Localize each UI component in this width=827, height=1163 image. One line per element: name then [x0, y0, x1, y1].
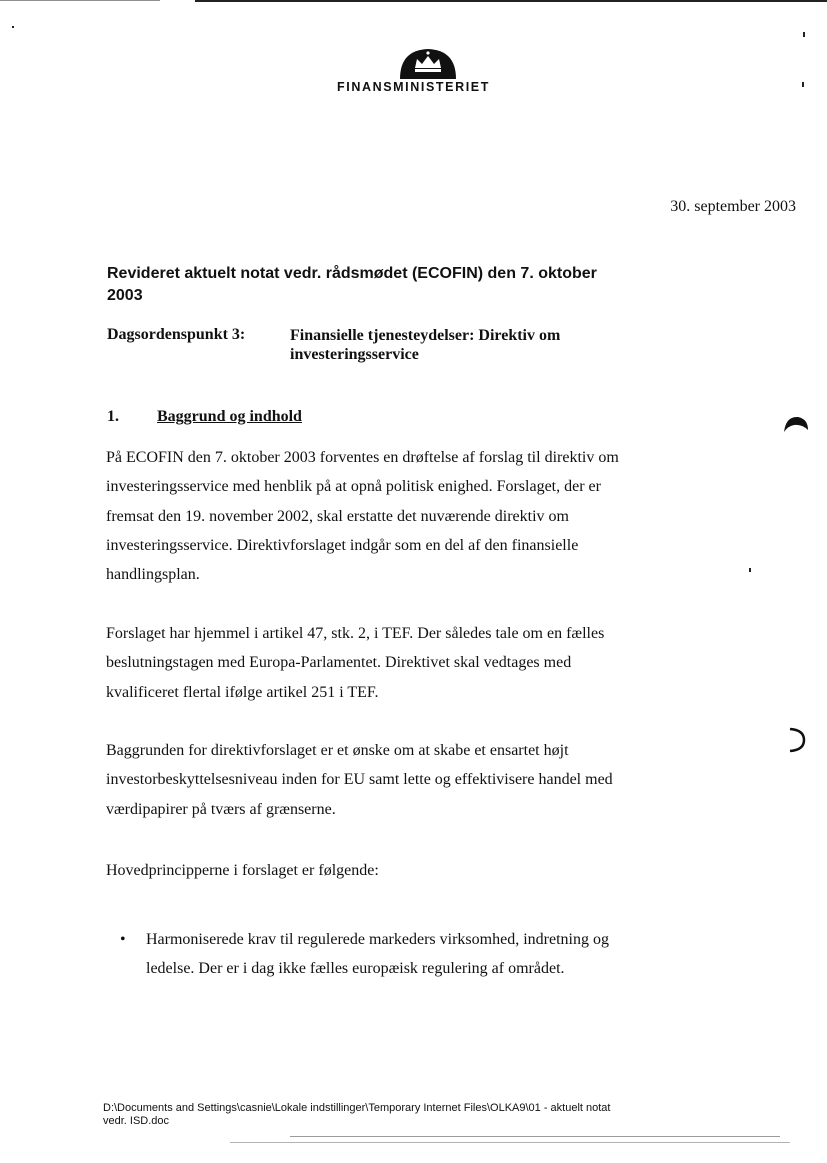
crown-icon	[398, 46, 458, 80]
file-path-footer: D:\Documents and Settings\casnie\Lokale indstillinger\Temporary Internet Files\OLKA9\01 - aktuelt notat vedr. ISD.doc	[103, 1102, 611, 1127]
section-number: 1.	[107, 408, 119, 425]
organization-name: FINANSMINISTERIET	[337, 80, 490, 94]
scan-edge-line	[290, 1136, 780, 1137]
paragraph: På ECOFIN den 7. oktober 2003 forventes en drøftelse af forslag til direktiv om investeringsservice med henblik på at opnå politisk enighed. Forslaget, der er fremsat den 19. november 2002, skal erstatte det nuværende direktiv om investeringsservice. Direktivforslaget indgår som en del af den finansielle handlingsplan.	[106, 449, 619, 584]
document-title: Revideret aktuelt notat vedr. rådsmødet (ECOFIN) den 7. oktober 2003	[107, 265, 597, 304]
paragraph: Hovedprincipperne i forslaget er følgende:	[106, 862, 379, 879]
scan-edge-line	[230, 1142, 790, 1143]
paragraph: Baggrunden for direktivforslaget er et ønske om at skabe et ensartet højt investorbeskyttelsesniveau inden for EU samt lette og effektivisere handel med værdipapirer på tværs af grænserne.	[106, 742, 613, 818]
scan-mark	[786, 726, 808, 754]
bullet-icon: •	[120, 931, 126, 948]
paragraph: Forslaget har hjemmel i artikel 47, stk. 2, i TEF. Der således tale om en fælles beslutningstagen med Europa-Parlamentet. Direktivet skal vedtages med kvalificeret flertal ifølge artikel 251 i TEF.	[106, 625, 605, 701]
agenda-label: Dagsordenspunkt 3:	[107, 326, 246, 343]
section-title: Baggrund og indhold	[157, 408, 302, 425]
scan-dot	[803, 32, 805, 37]
document-date: 30. september 2003	[670, 198, 796, 215]
scan-dot	[12, 26, 14, 28]
scan-edge-line	[195, 0, 827, 2]
agenda-text: Finansielle tjenesteydelser: Direktiv om investeringsservice	[290, 327, 561, 363]
scan-dot	[802, 82, 804, 87]
scan-dot	[749, 568, 751, 572]
bullet-item: Harmoniserede krav til regulerede markeders virksomhed, indretning og ledelse. Der er i dag ikke fælles europæisk regulering af området.	[146, 931, 609, 978]
scan-edge-line	[0, 0, 160, 1]
scan-mark	[782, 414, 810, 436]
